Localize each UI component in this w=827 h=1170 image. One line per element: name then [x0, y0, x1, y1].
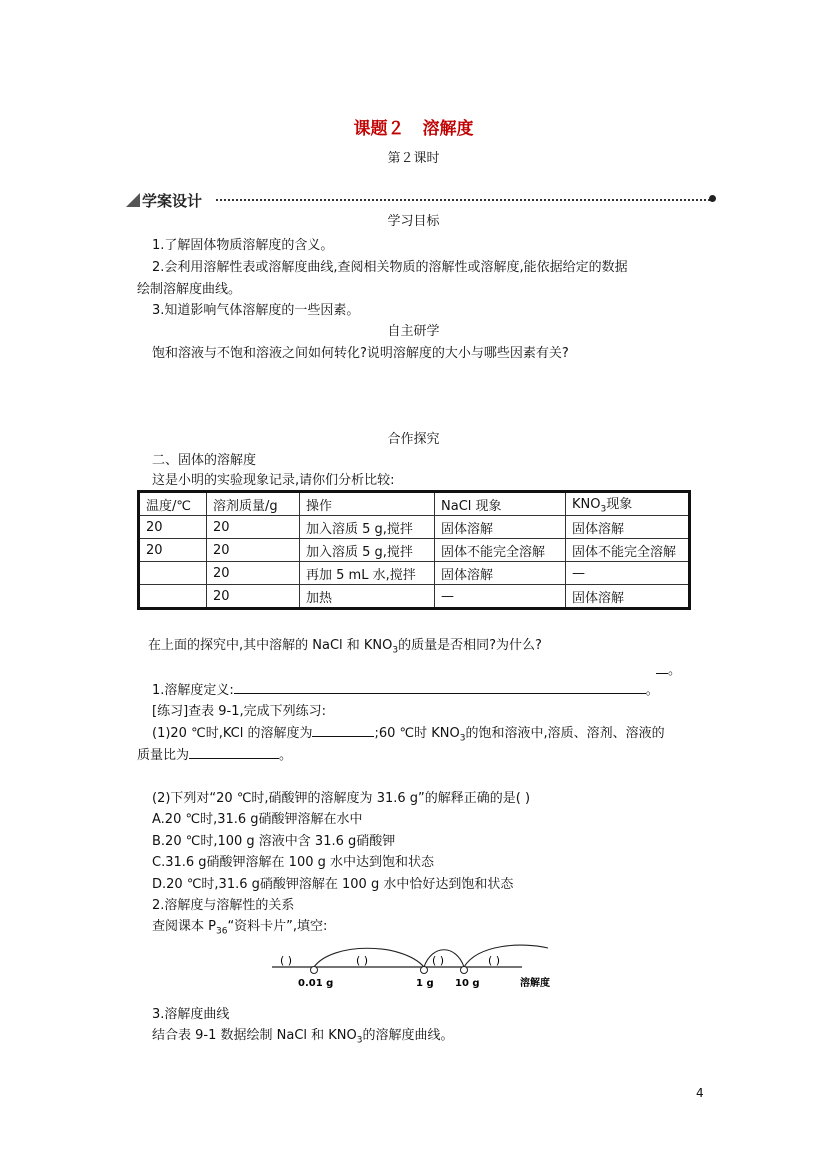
table-header-row — [139, 492, 690, 516]
kcl-solubility-blank[interactable] — [312, 736, 374, 737]
mass-ratio-label: 质量比为 — [137, 748, 190, 763]
subscript: 3 — [392, 645, 399, 656]
definition-blank[interactable] — [234, 693, 646, 694]
cell: 固体溶解 — [435, 562, 566, 585]
cell — [139, 585, 207, 609]
blank-3: ( ) — [432, 954, 445, 967]
self-study-heading: 自主研学 — [387, 324, 440, 339]
cell: 固体溶解 — [566, 585, 690, 609]
subscript: 36 — [215, 926, 228, 937]
subscript: 3 — [356, 1035, 363, 1046]
draw-text: 结合表 9-1 数据绘制 NaCl 和 KNO — [152, 1028, 357, 1043]
cell: — — [566, 562, 690, 585]
lookup-text-end: “资料卡片”,填空: — [227, 919, 328, 934]
point-001 — [311, 967, 318, 974]
table-row — [139, 539, 690, 562]
table-row — [139, 562, 690, 585]
title-topic: 溶解度 — [422, 119, 474, 139]
section-solubility-relation: 2.溶解度与溶解性的关系 — [152, 898, 295, 913]
goal-item-3: 3.知道影响气体溶解度的一些因素。 — [152, 303, 360, 318]
cell: 加热 — [300, 585, 435, 609]
mass-ratio-blank[interactable] — [189, 758, 279, 759]
blank-2: ( ) — [356, 954, 369, 967]
arc-1 — [314, 948, 424, 967]
practice-q1 — [152, 722, 665, 744]
cell: 固体溶解 — [566, 516, 690, 539]
cell: 固体溶解 — [435, 516, 566, 539]
period-mark: 。 — [668, 663, 682, 678]
subscript: 3 — [459, 733, 466, 744]
cell: 20 — [139, 539, 207, 562]
blank-1: ( ) — [280, 954, 293, 967]
table-intro: 这是小明的实验现象记录,请你们分析比较: — [152, 473, 395, 488]
compare-question-text: 在上面的探究中,其中溶解的 NaCl 和 KNO — [148, 638, 393, 653]
cell: 20 — [207, 539, 300, 562]
draw-instruction — [152, 1024, 454, 1046]
section-banner — [126, 190, 716, 210]
scale-label-001: 0.01 g — [298, 978, 334, 989]
cell: 加入溶质 5 g,搅拌 — [300, 516, 435, 539]
banner-label: 学案设计 — [142, 192, 203, 210]
section-solid-solubility: 二、固体的溶解度 — [152, 453, 257, 468]
point-10 — [461, 967, 468, 974]
table-row — [139, 585, 690, 609]
period-mark: 。 — [645, 683, 659, 698]
arc-3 — [464, 945, 548, 967]
header-operation: 操作 — [300, 492, 435, 516]
page-subtitle: 第２课时 — [387, 151, 440, 166]
banner-dotted-line — [216, 199, 710, 201]
definition-label: 1.溶解度定义: — [152, 683, 234, 698]
practice-q1-text-mid: ;60 ℃时 KNO — [374, 726, 460, 741]
scale-label-10: 10 g — [455, 978, 480, 989]
option-a: A.20 ℃时,31.6 g硝酸钾溶解在水中 — [152, 812, 363, 827]
goal-item-2: 2.会利用溶解性表或溶解度曲线,查阅相关物质的溶解性或溶解度,能依据给定的数据 — [152, 260, 628, 275]
scale-label-1: 1 g — [416, 978, 434, 989]
cell: 20 — [207, 516, 300, 539]
draw-text-end: 的溶解度曲线。 — [362, 1028, 454, 1043]
lookup-text: 查阅课本 P — [152, 919, 216, 934]
header-solvent-mass: 溶剂质量/g — [207, 492, 300, 516]
practice-q1-text-end: 的饱和溶液中,溶质、溶剂、溶液的 — [465, 726, 665, 741]
blank-4: ( ) — [488, 954, 501, 967]
cell: 固体不能完全溶解 — [435, 539, 566, 562]
table-row — [139, 516, 690, 539]
section-solubility-curve: 3.溶解度曲线 — [152, 1007, 230, 1022]
option-d: D.20 ℃时,31.6 g硝酸钾溶解在 100 g 水中恰好达到饱和状态 — [152, 877, 514, 892]
banner-end-dot-icon — [709, 195, 716, 202]
compare-question-text-end: 的质量是否相同?为什么? — [398, 638, 542, 653]
cell: 固体不能完全溶解 — [566, 539, 690, 562]
cell: 20 — [139, 516, 207, 539]
answer-line-end — [656, 659, 681, 678]
header-kno3: $KNO_3$现象 — [566, 492, 690, 516]
cell: 20 — [207, 562, 300, 585]
header-nacl: NaCl 现象 — [435, 492, 566, 516]
cell: 20 — [207, 585, 300, 609]
title-lesson: 课题２ — [353, 119, 405, 139]
practice-q2: (2)下列对“20 ℃时,硝酸钾的溶解度为 31.6 g”的解释正确的是( ) — [152, 791, 531, 806]
solubility-scale-diagram — [272, 938, 552, 990]
definition-line — [152, 679, 659, 698]
cell: 加入溶质 5 g,搅拌 — [300, 539, 435, 562]
self-study-question: 饱和溶液与不饱和溶液之间如何转化?说明溶解度的大小与哪些因素有关? — [152, 346, 569, 361]
answer-blank[interactable] — [656, 673, 668, 674]
scale-axis-label: 溶解度 — [520, 978, 550, 989]
practice-q1-text: (1)20 ℃时,KCl 的溶解度为 — [152, 726, 313, 741]
cell — [139, 562, 207, 585]
scale-svg — [272, 938, 552, 990]
header-temperature: 温度/℃ — [139, 492, 207, 516]
period-mark: 。 — [279, 748, 293, 763]
page-title — [0, 114, 827, 139]
goal-item-2-cont: 绘制溶解度曲线。 — [137, 282, 242, 297]
lookup-instruction — [152, 915, 327, 937]
cell: — — [435, 585, 566, 609]
option-b: B.20 ℃时,100 g 溶液中含 31.6 g硝酸钾 — [152, 834, 396, 849]
option-c: C.31.6 g硝酸钾溶解在 100 g 水中达到饱和状态 — [152, 855, 435, 870]
compare-question — [148, 634, 542, 656]
point-1 — [421, 967, 428, 974]
experiment-table — [137, 490, 691, 610]
practice-q1-cont — [137, 744, 292, 763]
goal-item-1: 1.了解固体物质溶解度的含义。 — [152, 238, 334, 253]
page-number: 4 — [696, 1086, 704, 1100]
banner-triangle-icon — [126, 193, 140, 207]
practice-heading: [练习]查表 9-1,完成下列练习: — [152, 704, 327, 719]
goals-heading: 学习目标 — [387, 214, 440, 229]
cooperation-heading: 合作探究 — [387, 432, 440, 447]
cell: 再加 5 mL 水,搅拌 — [300, 562, 435, 585]
